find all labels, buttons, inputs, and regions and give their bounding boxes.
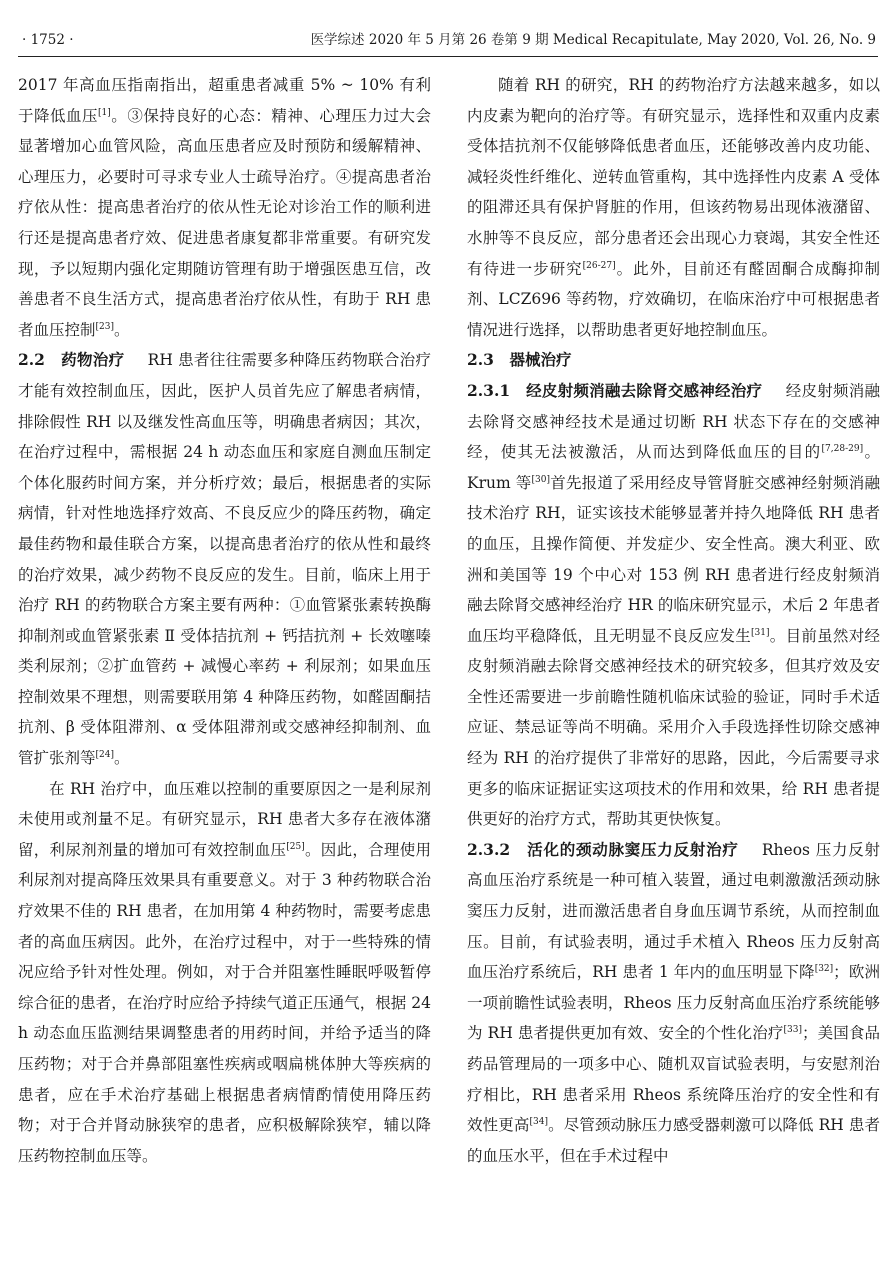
paragraph-baroreflex <box>467 835 880 1172</box>
paragraph-text: 。尽管颈动脉压力感受器刺激可以降低 RH 患者的血压水平，但在手术过程中 <box>467 1116 880 1165</box>
paragraph-text: 。 <box>114 320 130 339</box>
subsection-heading: 2.3.2 活化的颈动脉窦压力反射治疗 <box>467 839 739 859</box>
paragraph-drug-therapy <box>18 345 431 773</box>
journal-citation: 医学综述 2020 年 5 月第 26 卷第 9 期 Medical Recapitulate, May 2020, Vol. 26, No. 9 <box>310 32 876 48</box>
paragraph-device-therapy <box>467 345 880 376</box>
running-header <box>22 26 876 54</box>
left-column <box>18 70 431 1171</box>
citation-ref: [34] <box>529 1117 548 1128</box>
citation-ref: [23] <box>95 321 114 332</box>
citation-ref: [1] <box>98 107 111 118</box>
paragraph-text: 经皮射频消融去除肾交感神经技术是通过切断 RH 状态下存在的交感神经，使其无法被激活，从而达到降低血压的目的 <box>467 381 880 462</box>
paragraph-text: 2017 年高血压指南指出，超重患者减重 5% ~ 10% 有利于降低血压 <box>18 76 431 125</box>
paragraph-text: 。因此，合理使用利尿剂对提高降压效果具有重要意义。对于 3 种药物联合治疗效果不佳的 RH 患者，在加用第 4 种药物时，需要考虑患者的高血压病因。此外，在治疗过程中，对于一些特殊的情况应给予针对性处理。例如，对于合并阻塞性睡眠呼吸暂停综合征的患者，在治疗时应给予持续气道正压通气，根据 24 h 动态血压监测结果调整患者的用药时间，并给予适当的降压药物；对于合并鼻部阻塞性疾病或咽扁桃体肿大等疾病的患者，应在手术治疗基础上根据患者病情酌情使用降压药物；对于合并肾动脉狭窄的患者，应积极解除狭窄，辅以降压药物控制血压等。 <box>18 840 431 1165</box>
paragraph-lifestyle <box>18 70 431 345</box>
paragraph-diuretics <box>18 774 431 1172</box>
citation-ref: [32] <box>814 964 834 975</box>
paragraph-new-drugs <box>467 70 880 345</box>
paragraph-text: 。③保持良好的心态：精神、心理压力过大会显著增加心血管风险，高血压患者应及时预防和缓解精神、心理压力，必要时可寻求专业人士疏导治疗。④提高患者治疗依从性：提高患者治疗的依从性无论对诊治工作的顺利进行还是提高患者疗效、促进患者康复都非常重要。有研究发现，予以短期内强化定期随访管理有助于增强医患互信，改善患者不良生活方式，提高患者治疗依从性，有助于 RH 患者血压控制 <box>18 106 431 339</box>
citation-ref: [24] <box>95 750 114 761</box>
citation-ref: [26-27] <box>582 260 616 271</box>
subsection-heading: 2.3.1 经皮射频消融去除肾交感神经治疗 <box>467 380 763 400</box>
header-rule <box>18 56 878 57</box>
paragraph-text: 首先报道了采用经皮导管肾脏交感神经射频消融技术治疗 RH，证实该技术能够显著并持久地降低 RH 患者的血压，且操作简便、并发症少、安全性高。澳大利亚、欧洲和美国等 19 个中心对 153 例 RH 患者进行经皮射频消融去除肾交感神经治疗 HR 的临床研究显示，术后 2 年患者血压均平稳降低，且无明显不良反应发生 <box>467 473 880 645</box>
paragraph-text: 。 <box>114 749 130 768</box>
citation-ref: [25] <box>286 841 305 852</box>
paragraph-text: Rheos 压力反射高血压治疗系统是一种可植入装置，通过电刺激激活颈动脉窦压力反射，进而激活患者自身血压调节系统，从而控制血压。目前，有试验表明，通过手术植入 Rheos 压力反射高血压治疗系统后，RH 患者 1 年内的血压明显下降 <box>467 840 880 982</box>
paragraph-text: ；欧洲一项前瞻性试验表明，Rheos 压力反射高血压治疗系统能够为 RH 患者提供更加有效、安全的个性化治疗 <box>467 963 880 1043</box>
section-heading: 2.2 药物治疗 <box>18 350 125 370</box>
page-number: · 1752 · <box>22 32 74 48</box>
citation-ref: [31] <box>751 627 770 638</box>
paragraph-text: RH 患者往往需要多种降压药物联合治疗才能有效控制血压，因此，医护人员首先应了解患者病情，排除假性 RH 以及继发性高血压等，明确患者病因；其次，在治疗过程中，需根据 24 h 动态血压和家庭自测血压制定个体化服药时间方案，并分析疗效；最后，根据患者的实际病情，针对性地选择疗效高、不良反应少的降压药物，确定最佳药物和最佳联合方案，以提高患者治疗的依从性和最终的治疗效果，减少药物不良反应的发生。目前，临床上用于治疗 RH 的药物联合方案主要有两种：①血管紧张素转换酶抑制剂或血管紧张素 Ⅱ 受体拮抗剂 + 钙拮抗剂 + 长效噻嗪类利尿剂；②扩血管药 + 减慢心率药 + 利尿剂；如果血压控制效果不理想，则需要联用第 4 种降压药物，如醛固酮拮抗剂、β 受体阻滞剂、α 受体阻滞剂或交感神经抑制剂、血管扩张剂等 <box>18 351 431 768</box>
paragraph-text: 随着 RH 的研究，RH 的药物治疗方法越来越多，如以内皮素为靶向的治疗等。有研究显示，选择性和双重内皮素受体拮抗剂不仅能够降低患者血压，还能够改善内皮功能、减轻炎性纤维化、逆转血管重构，其中选择性内皮素 A 受体的阻滞还具有保护肾脏的作用，但该药物易出现体液潴留、水肿等不良反应，部分患者还会出现心力衰竭，其安全性还有待进一步研究 <box>467 76 880 278</box>
citation-ref: [30] <box>531 474 551 485</box>
citation-ref: [7,28-29] <box>821 444 864 455</box>
paragraph-text: 。目前虽然对经皮射频消融去除肾交感神经技术的研究较多，但其疗效及安全性还需要进一步前瞻性随机临床试验的验证，同时手术适应证、禁忌证等尚不明确。采用介入手段选择性切除交感神经为 RH 的治疗提供了非常好的思路，因此，今后需要寻求更多的临床证据证实这项技术的作用和效果，给 RH 患者提供更好的治疗方式，帮助其更快恢复。 <box>467 626 880 829</box>
paragraph-text: 在 RH 治疗中，血压难以控制的重要原因之一是利尿剂未使用或剂量不足。有研究显示，RH 患者大多存在液体潴留，利尿剂剂量的增加可有效控制血压 <box>18 779 431 859</box>
paragraph-renal-denervation <box>467 376 880 835</box>
right-column <box>467 70 880 1171</box>
citation-ref: [33] <box>783 1025 802 1036</box>
paragraph-text: 。Krum 等 <box>467 443 880 492</box>
paragraph-text: ；美国食品药品管理局的一项多中心、随机双盲试验表明，与安慰剂治疗相比，RH 患者采用 Rheos 系统降压治疗的安全性和有效性更高 <box>467 1024 880 1135</box>
paragraph-text: 。此外，目前还有醛固酮合成酶抑制剂、LCZ696 等药物，疗效确切，在临床治疗中可根据患者情况进行选择，以帮助患者更好地控制血压。 <box>467 259 880 339</box>
section-heading: 2.3 器械治疗 <box>467 350 572 370</box>
